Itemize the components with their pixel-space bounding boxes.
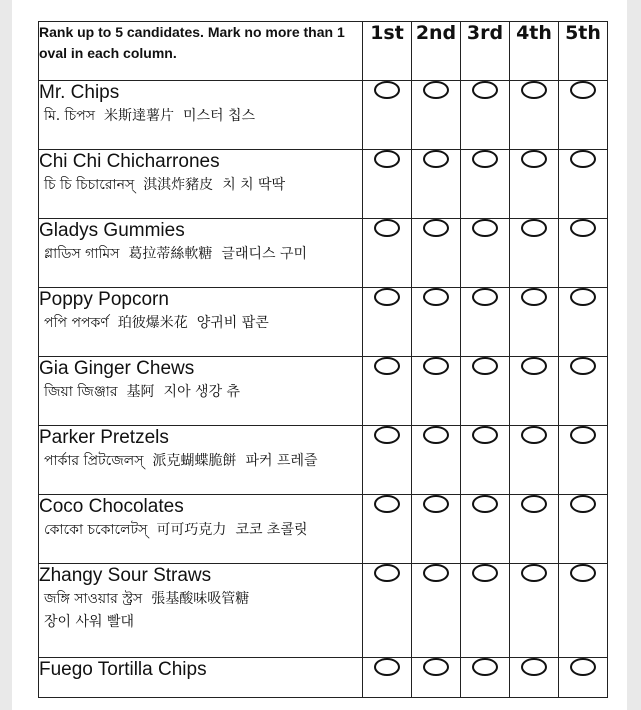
oval-cell <box>363 426 412 495</box>
vote-oval-4th[interactable] <box>521 495 547 513</box>
header-row <box>39 22 608 81</box>
vote-oval-5th[interactable] <box>570 357 596 375</box>
oval-cell <box>559 219 608 288</box>
vote-oval-1st[interactable] <box>374 81 400 99</box>
candidate-translation: 파커 프레즐 <box>245 453 318 469</box>
oval-cell <box>510 564 559 658</box>
oval-cell <box>412 81 461 150</box>
candidate-row <box>39 150 608 219</box>
candidate-cell <box>39 81 363 150</box>
candidate-cell <box>39 564 363 658</box>
candidate-row <box>39 288 608 357</box>
oval-cell <box>461 658 510 698</box>
vote-oval-5th[interactable] <box>570 495 596 513</box>
oval-cell <box>363 495 412 564</box>
oval-cell <box>363 564 412 658</box>
oval-cell <box>363 658 412 698</box>
vote-oval-1st[interactable] <box>374 357 400 375</box>
candidate-cell <box>39 495 363 564</box>
oval-cell <box>559 81 608 150</box>
candidate-translation: জঙ্গি সাওয়ার স্ট্রস <box>44 591 143 607</box>
vote-oval-3rd[interactable] <box>472 288 498 306</box>
oval-cell <box>412 495 461 564</box>
candidate-row <box>39 357 608 426</box>
candidate-row <box>39 426 608 495</box>
candidate-translation: 張基酸味吸管糖 <box>151 591 250 607</box>
vote-oval-3rd[interactable] <box>472 150 498 168</box>
vote-oval-5th[interactable] <box>570 219 596 237</box>
oval-cell <box>559 288 608 357</box>
oval-cell <box>559 564 608 658</box>
vote-oval-4th[interactable] <box>521 219 547 237</box>
oval-cell <box>412 288 461 357</box>
candidate-translation: 지아 생강 츄 <box>163 384 241 400</box>
candidate-translations <box>39 243 362 266</box>
oval-cell <box>510 426 559 495</box>
vote-oval-4th[interactable] <box>521 564 547 582</box>
rank-header-5th: 5th <box>559 22 608 81</box>
candidate-translations <box>39 519 362 542</box>
vote-oval-2nd[interactable] <box>423 150 449 168</box>
candidate-translation: 可可巧克力 <box>156 522 227 538</box>
candidate-translation: পার্কার প্রিটজেলস্ <box>44 453 144 469</box>
candidate-translation: 치 치 딱딱 <box>222 177 286 193</box>
candidate-name: Parker Pretzels <box>39 427 169 448</box>
rank-header-3rd: 3rd <box>461 22 510 81</box>
rank-header-4th: 4th <box>510 22 559 81</box>
vote-oval-5th[interactable] <box>570 81 596 99</box>
vote-oval-4th[interactable] <box>521 150 547 168</box>
oval-cell <box>412 564 461 658</box>
oval-cell <box>559 495 608 564</box>
oval-cell <box>510 81 559 150</box>
candidate-translation: 米斯達薯片 <box>104 108 174 124</box>
candidate-cell <box>39 658 363 698</box>
oval-cell <box>510 150 559 219</box>
candidate-name: Mr. Chips <box>39 82 120 103</box>
vote-oval-4th[interactable] <box>521 288 547 306</box>
candidate-translations <box>39 174 362 197</box>
candidate-translation: পপি পপকর্ণ <box>44 315 109 331</box>
oval-cell <box>510 495 559 564</box>
candidate-name: Gia Ginger Chews <box>39 358 195 379</box>
candidate-translation: 基阿 <box>126 384 155 400</box>
candidate-cell <box>39 357 363 426</box>
candidate-row <box>39 219 608 288</box>
vote-oval-3rd[interactable] <box>472 495 498 513</box>
candidate-translations <box>39 588 362 634</box>
vote-oval-4th[interactable] <box>521 658 547 676</box>
candidate-row <box>39 564 608 658</box>
oval-cell <box>363 219 412 288</box>
candidate-name: Zhangy Sour Straws <box>39 565 212 586</box>
rank-header-2nd: 2nd <box>412 22 461 81</box>
rank-header-1st: 1st <box>363 22 412 81</box>
ballot-sheet <box>12 0 627 710</box>
oval-cell <box>559 357 608 426</box>
vote-oval-1st[interactable] <box>374 564 400 582</box>
oval-cell <box>412 150 461 219</box>
vote-oval-2nd[interactable] <box>423 658 449 676</box>
vote-oval-2nd[interactable] <box>423 219 449 237</box>
vote-oval-3rd[interactable] <box>472 564 498 582</box>
oval-cell <box>510 357 559 426</box>
oval-cell <box>559 150 608 219</box>
vote-oval-1st[interactable] <box>374 495 400 513</box>
candidate-translation: 미스터 칩스 <box>183 108 256 124</box>
candidate-translations <box>39 105 362 128</box>
candidate-translation: মি. চিপস <box>44 108 95 124</box>
candidate-cell <box>39 288 363 357</box>
vote-oval-4th[interactable] <box>521 81 547 99</box>
vote-oval-5th[interactable] <box>570 288 596 306</box>
oval-cell <box>461 81 510 150</box>
candidate-translation: গ্লাডিস গামিস <box>44 246 120 262</box>
candidate-name: Gladys Gummies <box>39 220 185 241</box>
oval-cell <box>461 564 510 658</box>
instructions: Rank up to 5 candidates. Mark no more than 1 oval in each column. <box>39 22 363 81</box>
vote-oval-4th[interactable] <box>521 357 547 375</box>
vote-oval-3rd[interactable] <box>472 219 498 237</box>
candidate-cell <box>39 150 363 219</box>
vote-oval-2nd[interactable] <box>423 81 449 99</box>
vote-oval-5th[interactable] <box>570 150 596 168</box>
candidate-translation: কোকো চকোলেটস্ <box>44 522 148 538</box>
oval-cell <box>363 288 412 357</box>
candidate-cell <box>39 219 363 288</box>
oval-cell <box>412 219 461 288</box>
candidate-name: Chi Chi Chicharrones <box>39 151 220 172</box>
candidate-translation: 코코 초콜릿 <box>235 522 308 538</box>
oval-cell <box>412 426 461 495</box>
vote-oval-2nd[interactable] <box>423 288 449 306</box>
vote-oval-3rd[interactable] <box>472 426 498 444</box>
oval-cell <box>461 495 510 564</box>
candidate-name: Fuego Tortilla Chips <box>39 659 207 680</box>
vote-oval-3rd[interactable] <box>472 81 498 99</box>
oval-cell <box>461 288 510 357</box>
candidate-row <box>39 495 608 564</box>
oval-cell <box>559 658 608 698</box>
oval-cell <box>510 219 559 288</box>
vote-oval-5th[interactable] <box>570 658 596 676</box>
candidate-translations <box>39 381 362 404</box>
candidate-name: Coco Chocolates <box>39 496 184 517</box>
ballot-table <box>38 21 608 698</box>
oval-cell <box>363 81 412 150</box>
candidate-cell <box>39 426 363 495</box>
candidate-translation: 淇淇炸豬皮 <box>143 177 214 193</box>
vote-oval-5th[interactable] <box>570 564 596 582</box>
candidate-row <box>39 81 608 150</box>
candidate-translation: 양귀비 팝콘 <box>196 315 269 331</box>
candidate-translations <box>39 450 362 473</box>
oval-cell <box>412 658 461 698</box>
candidate-name: Poppy Popcorn <box>39 289 169 310</box>
vote-oval-2nd[interactable] <box>423 426 449 444</box>
candidate-row <box>39 658 608 698</box>
candidate-translation: 葛拉蒂絲軟糖 <box>128 246 213 262</box>
oval-cell <box>559 426 608 495</box>
oval-cell <box>461 150 510 219</box>
oval-cell <box>412 357 461 426</box>
oval-cell <box>461 426 510 495</box>
vote-oval-2nd[interactable] <box>423 564 449 582</box>
oval-cell <box>461 357 510 426</box>
vote-oval-3rd[interactable] <box>472 658 498 676</box>
vote-oval-1st[interactable] <box>374 288 400 306</box>
vote-oval-5th[interactable] <box>570 426 596 444</box>
candidate-translation: 장이 사워 빨대 <box>44 614 135 630</box>
candidate-translation: 派克蝴蝶脆餅 <box>152 453 237 469</box>
oval-cell <box>363 357 412 426</box>
vote-oval-1st[interactable] <box>374 658 400 676</box>
vote-oval-3rd[interactable] <box>472 357 498 375</box>
candidate-translations <box>39 312 362 335</box>
vote-oval-2nd[interactable] <box>423 495 449 513</box>
oval-cell <box>510 658 559 698</box>
vote-oval-1st[interactable] <box>374 219 400 237</box>
oval-cell <box>363 150 412 219</box>
candidate-translation: চি চি চিচারোনস্ <box>44 177 135 193</box>
candidate-translation: জিয়া জিঞ্জার <box>44 384 118 400</box>
vote-oval-1st[interactable] <box>374 426 400 444</box>
vote-oval-4th[interactable] <box>521 426 547 444</box>
candidate-translation: 珀彼爆米花 <box>117 315 188 331</box>
vote-oval-1st[interactable] <box>374 150 400 168</box>
oval-cell <box>461 219 510 288</box>
candidate-translation: 글래디스 구미 <box>221 246 308 262</box>
oval-cell <box>510 288 559 357</box>
vote-oval-2nd[interactable] <box>423 357 449 375</box>
